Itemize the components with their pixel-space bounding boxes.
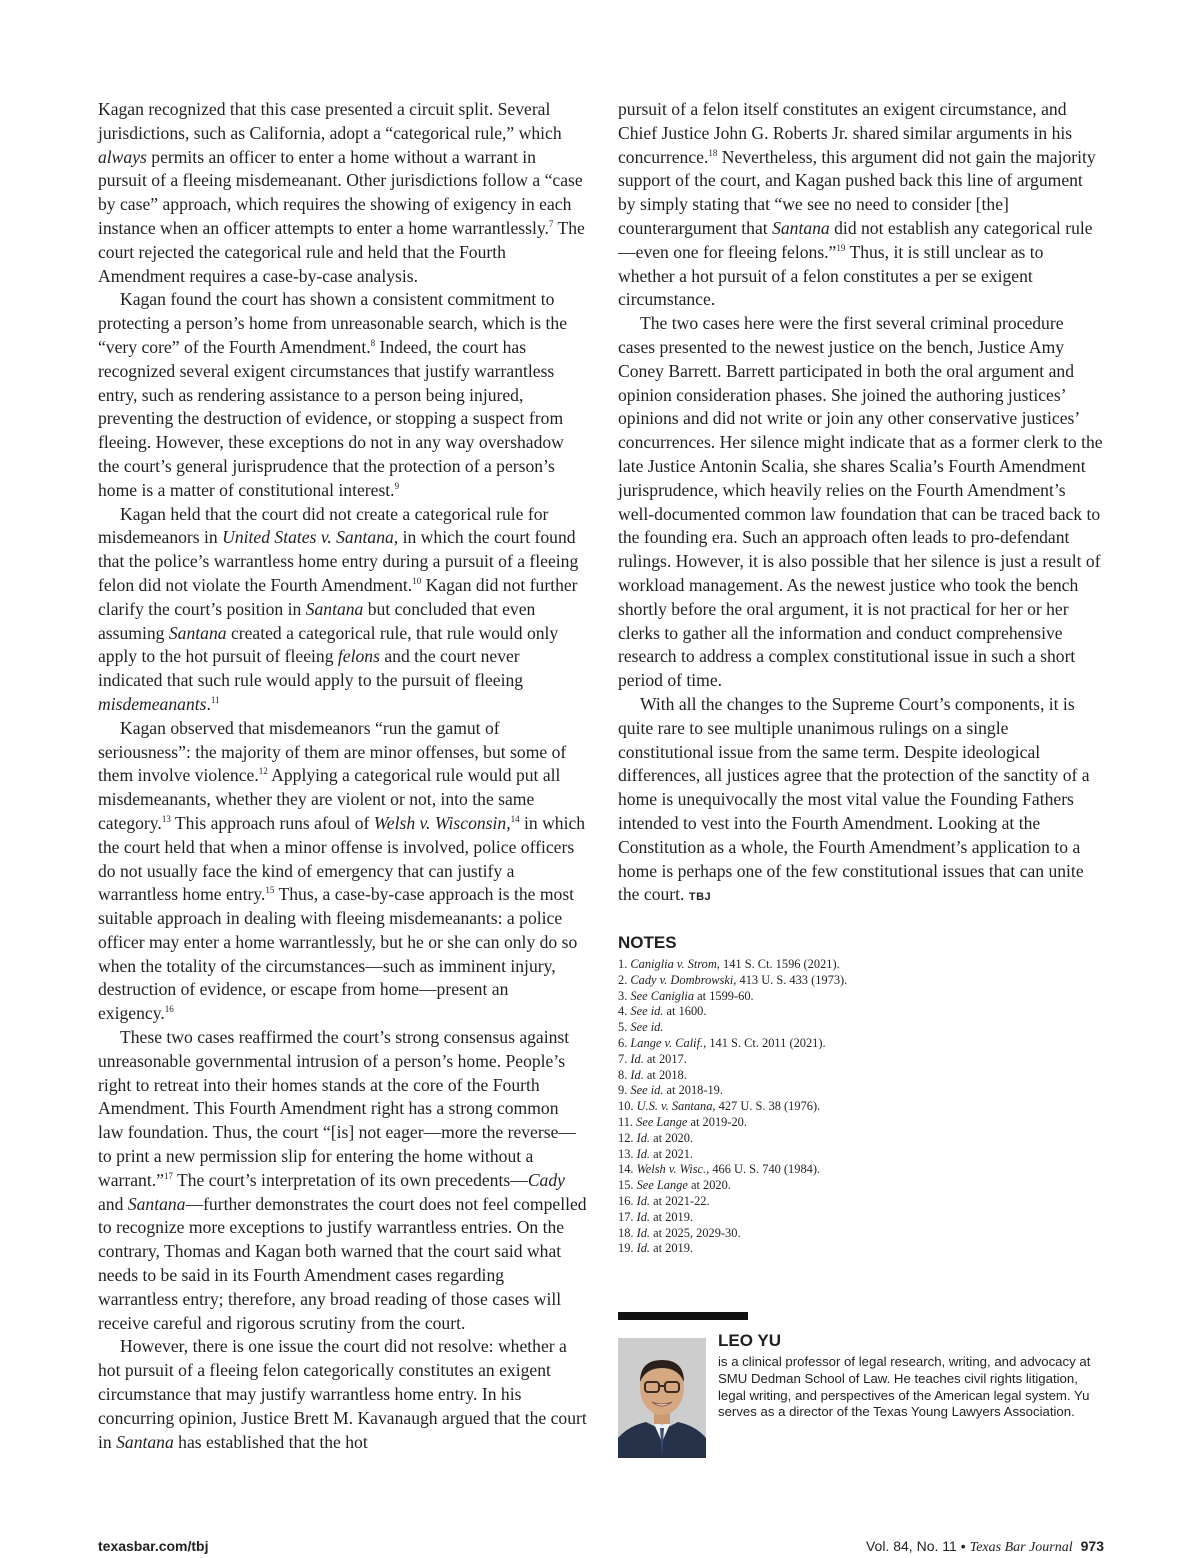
author-bio: is a clinical professor of legal research, writing, and advocacy at SMU Dedman School of Law. He teaches civil rights litigation, legal writing, and perspectives of the American legal system. Yu serves as a director of the Texas Young Lawyers Association. [718, 1354, 1091, 1420]
note-text: at 2019-20. [687, 1114, 747, 1129]
note-citation: Cady v. Dombrowski, [630, 972, 737, 987]
paragraph: Kagan recognized that this case presented a circuit split. Several jurisdictions, such as California, adopt a “categorical rule,” which always permits an officer to enter a home without a warrant in pursuit of a fleeing misdemeanant. Other jurisdictions follow a “case by case” approach, which requires the showing of exigency in each instance when an officer attempts to enter a home warrantlessly.$^7$ The court rejected the categorical rule and held that the Fourth Amendment requires a case-by-case analysis. [98, 99, 585, 286]
footnote-ref[interactable]: 8 [370, 338, 376, 349]
bullet-separator: • [960, 1538, 966, 1554]
note-number: 16. [618, 1193, 634, 1208]
note-number: 2. [618, 972, 628, 987]
footnote-ref[interactable]: 10 [412, 576, 422, 587]
end-mark: TBJ [688, 891, 712, 904]
note-citation: See id. [630, 1020, 664, 1035]
footnote-ref[interactable]: 14 [510, 814, 520, 825]
note-text: at 2025, 2029-30. [650, 1225, 741, 1240]
note-item [618, 989, 1104, 1005]
note-number: 13. [618, 1146, 634, 1161]
note-citation: Id. [630, 1067, 644, 1082]
note-citation: Caniglia v. Strom, [630, 957, 720, 971]
note-citation: U.S. v. Santana, [636, 1099, 716, 1114]
note-citation: Id. [636, 1225, 651, 1240]
note-citation: Welsh v. Wisc., [636, 1162, 710, 1177]
note-item [618, 957, 1104, 973]
paragraph: Kagan found the court has shown a consistent commitment to protecting a person’s home from unreasonable search, which is the “very core” of the Fourth Amendment.$^8$ Indeed, the court has recognized several exigent circumstances that justify warrantless entry, such as rendering assistance to a person being injured, preventing the destruction of evidence, or stopping a suspect from fleeing. However, these exceptions do not in any way overshadow the court’s general jurisprudence that the protection of a person’s home is a matter of constitutional interest.$^9$ [98, 289, 568, 500]
note-number: 4. [618, 1004, 628, 1019]
note-item [618, 1178, 1104, 1194]
footnote-ref[interactable]: 7 [548, 219, 554, 230]
note-citation: Id. [636, 1146, 651, 1161]
note-number: 5. [618, 1020, 628, 1035]
note-number: 14. [618, 1162, 634, 1177]
footer-url[interactable]: texasbar.com/tbj [98, 1538, 209, 1554]
paragraph: Kagan held that the court did not create a categorical rule for misdemeanors in United States v. Santana, in which the court found that the police’s warrantless home entry during a pursuit of a fleeing felon did not violate the Fourth Amendment.$^{10}$ Kagan did not further clarify the court’s position in Santana but concluded that even assuming Santana created a categorical rule, that rule would only apply to the hot pursuit of fleeing felons and the court never indicated that such rule would apply to the pursuit of fleeing misdemeanants.$^{11}$ [98, 503, 579, 714]
note-number: 19. [618, 1241, 634, 1256]
note-text: at 1600. [663, 1004, 707, 1019]
note-text: at 2018-19. [663, 1083, 723, 1098]
note-item [618, 1194, 1104, 1210]
footnote-ref[interactable]: 19 [836, 242, 846, 253]
note-citation: Id. [636, 1193, 651, 1208]
paragraph: These two cases reaffirmed the court’s strong consensus against unreasonable governmental intrusion of a person’s home. People’s right to retreat into their homes stands at the core of the Fourth Amendment. This Fourth Amendment right has a strong common law foundation. Thus, the court “[is] not eager—more the reverse—to print a new permission slip for entering the home without a warrant.”$^{17}$ The court’s interpretation of its own precedents—Cady and Santana—further demonstrates the court does not feel compelled to recognize more exceptions to justify warrantless entries. On the contrary, Thomas and Kagan both warned that the court said what needs to be said in its Fourth Amendment cases regarding warrantless entry; therefore, any broad reading of those cases will receive careful and rigorous scrutiny from the court. [98, 1027, 587, 1333]
page-number: 973 [1080, 1538, 1104, 1554]
note-citation: Id. [636, 1130, 651, 1145]
note-number: 10. [618, 1099, 634, 1114]
note-item [618, 1068, 1104, 1084]
notes-section [618, 932, 1104, 1257]
note-item [618, 1099, 1104, 1115]
note-text: at 2017. [643, 1051, 687, 1066]
portrait-image [618, 1338, 706, 1458]
note-text: 141 S. Ct. 1596 (2021). [719, 957, 840, 971]
note-text: at 2018. [643, 1067, 687, 1082]
note-citation: Id. [636, 1241, 651, 1256]
note-item [618, 1226, 1104, 1242]
journal-title: Texas Bar Journal [969, 1540, 1073, 1555]
note-citation: See Lange [636, 1114, 688, 1129]
footnote-ref[interactable]: 9 [394, 480, 400, 491]
notes-heading: NOTES [618, 933, 677, 952]
note-number: 1. [618, 957, 628, 971]
note-item [618, 1241, 1104, 1257]
note-text: at 2019. [650, 1241, 694, 1256]
note-number: 15. [618, 1178, 634, 1193]
note-number: 8. [618, 1067, 628, 1082]
paragraph: pursuit of a felon itself constitutes an exigent circumstance, and Chief Justice John G. Roberts Jr. shared similar arguments in his concurrence.$^{18}$ Nevertheless, this argument did not gain the majority support of the court, and Kagan pushed back this line of argument by simply stating that “we see no need to consider [the] counterargument that Santana did not establish any categorical rule—even one for fleeing felons.”$^{19}$ Thus, it is still unclear as to whether a hot pursuit of a felon constitutes a per se exigent circumstance. [618, 99, 1096, 310]
note-number: 12. [618, 1130, 634, 1145]
left-column [98, 98, 588, 1454]
note-item [618, 1115, 1104, 1131]
paragraph: With all the changes to the Supreme Court’s components, it is quite rare to see multiple unanimous rulings on a single constitutional issue from the same term. Despite ideological differences, all justices agree that the protection of the sanctity of a home is unequivocally the most vital value the Founding Fathers intended to vest into the Fourth Amendment. Looking at the Constitution as a whole, the Fourth Amendment’s application to a home is perhaps one of the few constitutional issues that can unite the court. TBJ [618, 693, 1090, 905]
author-photo [618, 1338, 706, 1458]
note-item [618, 1131, 1104, 1147]
note-text: at 2019. [650, 1209, 694, 1224]
footnote-ref[interactable]: 15 [265, 885, 275, 896]
note-item [618, 1004, 1104, 1020]
note-number: 7. [618, 1051, 628, 1066]
note-number: 3. [618, 988, 628, 1003]
note-item [618, 1036, 1104, 1052]
note-citation: Id. [636, 1209, 651, 1224]
note-citation: See id. [630, 1083, 664, 1098]
note-item [618, 1083, 1104, 1099]
note-item [618, 1147, 1104, 1163]
note-citation: See Caniglia [630, 988, 695, 1003]
note-text: at 2021. [650, 1146, 694, 1161]
paragraph: The two cases here were the first several criminal procedure cases presented to the newest justice on the bench, Justice Amy Coney Barrett. Barrett participated in both the oral argument and opinion consideration phases. She joined the authoring justices’ opinions and did not write or join any other conservative justices’ concurrences. Her silence might indicate that as a former clerk to the late Justice Antonin Scalia, she shares Scalia’s Fourth Amendment jurisprudence, which heavily relies on the Fourth Amendment’s well-documented common law foundation that can be traced back to the founding era. Such an approach often leads to pro-defendant rulings. However, it is also possible that her silence is just a result of workload management. As the newest justice who took the bench shortly before the oral argument, it is not practical for her or her clerks to gather all the information and conduct comprehensive research to address a complex constitutional issue in such a short period of time. [618, 313, 1103, 691]
volume-issue: Vol. 84, No. 11 [865, 1538, 957, 1554]
note-item [618, 1210, 1104, 1226]
note-citation: See Lange [636, 1178, 688, 1193]
note-text: 413 U. S. 433 (1973). [736, 972, 848, 987]
note-number: 18. [618, 1225, 634, 1240]
note-item [618, 1162, 1104, 1178]
note-text: 141 S. Ct. 2011 (2021). [706, 1035, 826, 1050]
note-text: at 1599-60. [694, 988, 754, 1003]
notes-list [618, 957, 1104, 1257]
note-item [618, 973, 1104, 989]
author-name: LEO YU [718, 1331, 781, 1350]
note-text: 466 U. S. 740 (1984). [709, 1162, 821, 1177]
footnote-ref[interactable]: 13 [161, 814, 171, 825]
note-number: 17. [618, 1209, 634, 1224]
paragraph: However, there is one issue the court did not resolve: whether a hot pursuit of a fleeing felon categorically constitutes an exigent circumstance that may justify warrantless home entry. In his concurring opinion, Justice Brett M. Kavanaugh argued that the court in Santana has established that the hot [98, 1336, 587, 1452]
note-item [618, 1052, 1104, 1068]
note-citation: See id. [630, 1004, 664, 1019]
author-divider [618, 1312, 748, 1320]
note-citation: Id. [630, 1051, 644, 1066]
footnote-ref[interactable]: 12 [258, 766, 268, 777]
paragraph: Kagan observed that misdemeanors “run the gamut of seriousness”: the majority of them are minor offenses, but some of them involve violence.$^{12}$ Applying a categorical rule would put all misdemeanants, whether they are violent or not, into the same category.$^{13}$ This approach runs afoul of Welsh v. Wisconsin,$^{14}$ in which the court held that when a minor offense is involved, police officers do not usually face the kind of emergency that can justify a warrantless home entry.$^{15}$ Thus, a case-by-case approach is the most suitable approach in dealing with fleeing misdemeanants: a police officer may enter a home warrantlessly, but he or she can only do so when the totality of the circumstances—such as imminent injury, destruction of evidence, or escape from home—present an exigency.$^{16}$ [98, 717, 586, 1024]
note-text: 427 U. S. 38 (1976). [715, 1099, 821, 1114]
note-text: at 2021-22. [650, 1193, 710, 1208]
footnote-ref[interactable]: 18 [708, 147, 718, 158]
note-text: at 2020. [650, 1130, 694, 1145]
footer-info [866, 1537, 1104, 1557]
right-column [618, 98, 1104, 910]
note-citation: Lange v. Calif., [630, 1035, 707, 1050]
footnote-ref[interactable]: 16 [164, 1004, 174, 1015]
note-number: 9. [618, 1083, 628, 1098]
note-item [618, 1020, 1104, 1036]
note-number: 6. [618, 1035, 628, 1050]
footnote-ref[interactable]: 11 [210, 695, 220, 706]
note-number: 11. [618, 1114, 634, 1129]
note-text: at 2020. [687, 1178, 731, 1193]
footnote-ref[interactable]: 17 [163, 1171, 173, 1181]
